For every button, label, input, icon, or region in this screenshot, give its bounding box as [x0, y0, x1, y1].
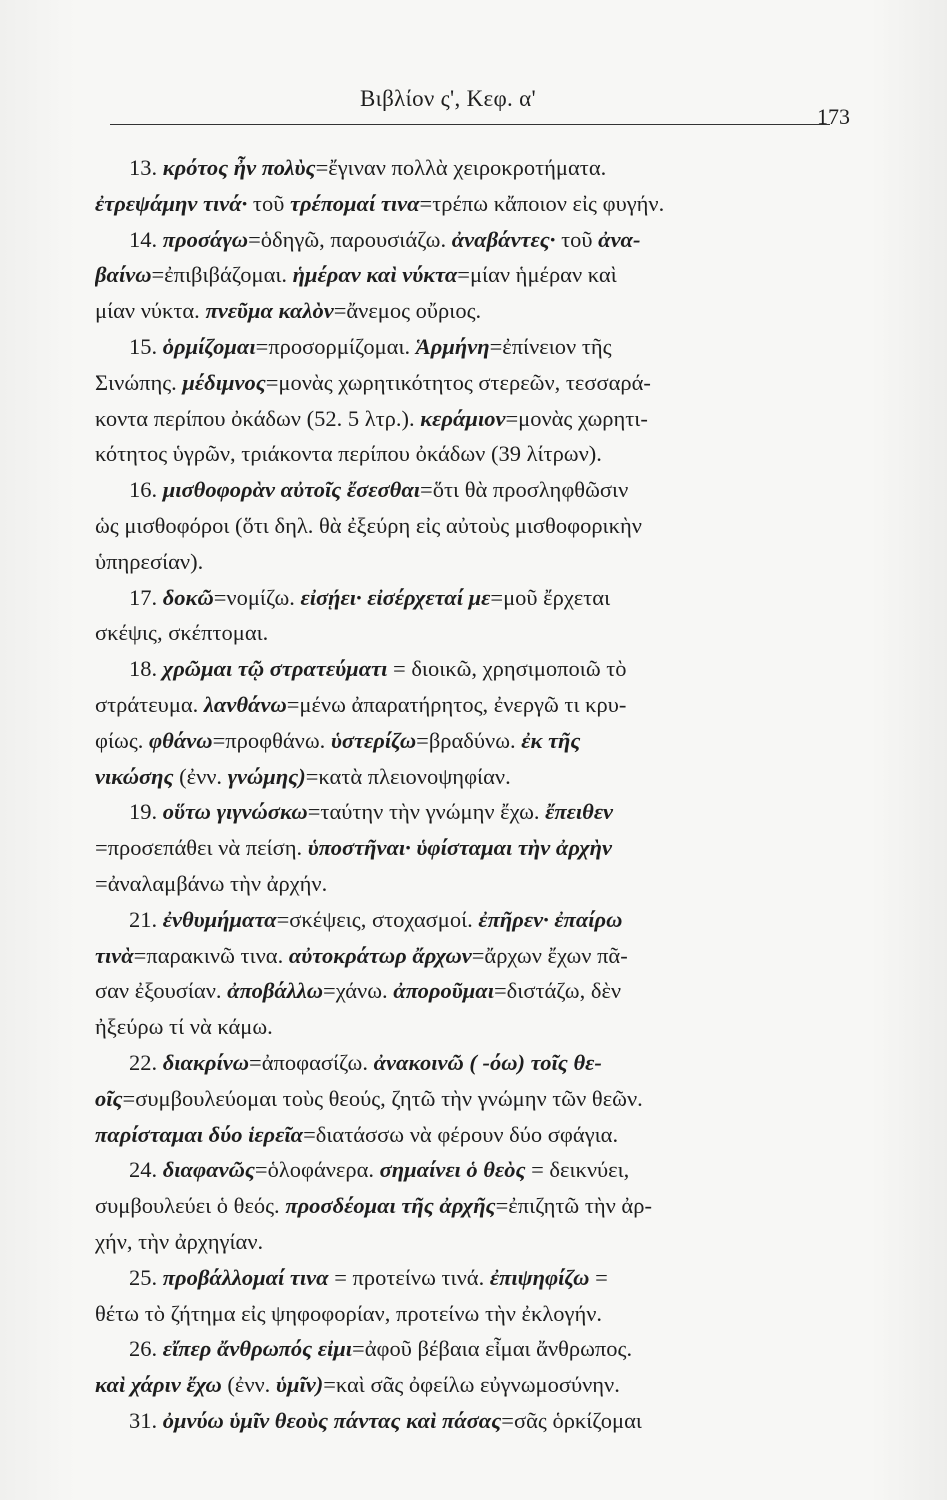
gloss-text: =ὅτι θὰ προσληφθῶσιν [420, 477, 629, 503]
headword: προβάλλομαί τινα [162, 1264, 329, 1290]
gloss-text: =μίαν ἡμέραν καὶ [457, 262, 617, 288]
gloss-text: =ἐπιζητῶ τὴν ἀρ- [495, 1193, 652, 1219]
headword: αὐτοκράτωρ ἄρχων [288, 942, 472, 968]
glossary-text [95, 150, 840, 1439]
text-line [95, 1296, 840, 1332]
text-line [95, 1260, 840, 1296]
headword: γνώμης) [227, 763, 306, 789]
headword: εἴπερ ἄνθρωπός εἰμι [162, 1336, 353, 1362]
headword: πολὺς [261, 155, 316, 180]
gloss-text: κότητος ὑγρῶν, τριάκοντα περίπου ὀκάδων (39 λίτρων). [95, 441, 602, 467]
text-line [95, 150, 840, 186]
gloss-text: Σινώπης. [95, 369, 183, 395]
headword: ἐπιψηφίζω [489, 1264, 590, 1290]
headword: ἐκ τῆς [521, 727, 581, 753]
gloss-text: =ἀποφασίζω. [249, 1049, 374, 1075]
text-line [95, 866, 840, 902]
gloss-text: 13. [129, 155, 163, 180]
page-number: 173 [817, 104, 850, 129]
text-line [95, 1009, 840, 1045]
headword: διακρίνω [162, 1049, 249, 1075]
gloss-text: 31. [129, 1407, 163, 1433]
text-line [95, 186, 840, 222]
gloss-text: =ἔγιναν πολλὰ χειροκροτήματα. [315, 155, 607, 180]
gloss-text: =μοῦ ἔρχεται [490, 584, 611, 610]
gloss-text: =ἄνεμος οὔριος. [333, 298, 482, 324]
gloss-text: ὑπηρεσίαν). [95, 548, 204, 574]
headword: μισθοφορὰν αὐτοῖς ἔσεσθαι [162, 477, 421, 503]
headword: ἐνθυμήματα [162, 906, 277, 932]
gloss-text: =διστάζω, δὲν [493, 978, 622, 1004]
headword: σημαίνει ὁ θεὸς [379, 1157, 526, 1183]
text-line [95, 436, 840, 472]
headword: ἀποβάλλω [227, 978, 324, 1004]
headword: ὀμνύω ὑμῖν θεοὺς πάντας καὶ πάσας [162, 1407, 502, 1433]
headword: ἀναβάντες· [451, 226, 556, 252]
gloss-text: φίως. [95, 727, 150, 753]
headword: λανθάνω [203, 691, 287, 717]
headword: ὑμῖν) [275, 1372, 324, 1398]
headword: ἐτρεψάμην τινά· [95, 190, 248, 216]
headword: ὁρμίζομαι [162, 333, 256, 359]
text-line [95, 651, 840, 687]
gloss-text: ἠξεύρω τί νὰ κάμω. [95, 1014, 273, 1040]
headword: τινὰ [95, 942, 134, 968]
gloss-text: 21. [129, 906, 163, 932]
gloss-text: 24. [129, 1157, 163, 1183]
gloss-text: ὡς μισθοφόροι (ὅτι δηλ. θὰ ἐξεύρη εἰς αὐτοὺς μισθοφορικὴν [95, 512, 642, 538]
gloss-text: = [589, 1264, 608, 1290]
headword: ἐπῆρεν· [478, 906, 549, 932]
headword: δοκῶ [162, 584, 214, 610]
gloss-text: =ἐπιβιβάζομαι. [151, 262, 293, 288]
text-line [95, 1403, 840, 1439]
headword: παρίσταμαι δύο ἱερεῖα [95, 1121, 304, 1147]
gloss-text: = προτείνω τινά. [328, 1264, 490, 1290]
gloss-text: = δεικνύει, [525, 1157, 630, 1183]
text-line [95, 293, 840, 329]
headword: ἐπαίρω [554, 906, 623, 932]
gloss-text: =ὁλοφάνερα. [254, 1157, 380, 1183]
text-line [95, 508, 840, 544]
gloss-text: τοῦ [247, 190, 290, 216]
gloss-text: θέτω τὸ ζήτημα εἰς ψηφοφορίαν, προτείνω τὴν ἐκλογήν. [95, 1300, 603, 1326]
headword: χρῶμαι τῷ στρατεύματι [162, 656, 388, 682]
text-line [95, 1224, 840, 1260]
gloss-text: μίαν νύκτα. [95, 298, 206, 324]
text-line [95, 1331, 840, 1367]
gloss-text: 19. [129, 799, 163, 825]
gloss-text: =χάνω. [323, 978, 394, 1004]
text-line [95, 365, 840, 401]
gloss-text: =μονὰς χωρητικότητος στερεῶν, τεσσαρά- [265, 369, 651, 395]
gloss-text: =τρέπω κἄποιον εἰς φυγήν. [419, 190, 665, 216]
gloss-text: 14. [129, 226, 163, 252]
gloss-text: =σκέψεις, στοχασμοί. [276, 906, 479, 932]
gloss-text: =βραδύνω. [416, 727, 522, 753]
text-line [95, 830, 840, 866]
headword: ὑφίσταμαι τὴν ἀρχὴν [416, 835, 613, 861]
text-line [95, 687, 840, 723]
text-line [95, 794, 840, 830]
gloss-text: =κατὰ πλειονοψηφίαν. [305, 763, 511, 789]
gloss-text: = διοικῶ, χρησιμοποιῶ τὸ [387, 656, 627, 682]
gloss-text: =ἀφοῦ βέβαια εἶμαι ἄνθρωπος. [352, 1336, 633, 1362]
gloss-text: 18. [129, 656, 163, 682]
text-line [95, 257, 840, 293]
headword: προσδέομαι τῆς ἀρχῆς [285, 1193, 496, 1219]
headword: οῖς [95, 1085, 123, 1111]
gloss-text: =παρακινῶ τινα. [133, 942, 289, 968]
gloss-text: συμβουλεύει ὁ θεός. [95, 1193, 286, 1219]
headword: νικώσης [95, 763, 174, 789]
headword: ὑποστῆναι· [307, 835, 411, 861]
text-line [95, 1188, 840, 1224]
headword: ἀποροῦμαι [393, 978, 494, 1004]
gloss-text: =μένω ἀπαρατήρητος, ἐνεργῶ τι κρυ- [286, 691, 627, 717]
gloss-text: =προφθάνω. [212, 727, 331, 753]
gloss-text: σκέψις, σκέπτομαι. [95, 620, 269, 646]
header-rule [110, 124, 830, 125]
gloss-text: 17. [129, 584, 163, 610]
gloss-text: (ἐνν. [173, 763, 228, 789]
headword: βαίνω [95, 262, 152, 288]
gloss-text: =νομίζω. [213, 584, 301, 610]
page-header [110, 86, 850, 129]
text-line [95, 401, 840, 437]
headword: τρέπομαί τινα [289, 190, 420, 216]
gloss-text: χήν, τὴν ἀρχηγίαν. [95, 1228, 264, 1254]
text-line [95, 544, 840, 580]
gloss-text: =ταύτην τὴν γνώμην ἔχω. [307, 799, 546, 825]
text-line [95, 1117, 840, 1153]
gloss-text: (ἐνν. [221, 1372, 276, 1398]
text-line [95, 1152, 840, 1188]
gloss-text: =καὶ σᾶς ὀφείλω εὐγνωμοσύνην. [323, 1372, 620, 1398]
text-line [95, 472, 840, 508]
headword: ὑστερίζω [330, 727, 417, 753]
headword: μέδιμνος [182, 369, 266, 395]
headword: προσάγω [162, 226, 249, 252]
text-line [95, 1367, 840, 1403]
text-line [95, 759, 840, 795]
text-line [95, 973, 840, 1009]
headword: καὶ χάριν ἔχω [95, 1372, 222, 1398]
headword: πνεῦμα καλὸν [205, 298, 334, 324]
text-line [95, 1081, 840, 1117]
headword: διαφανῶς [162, 1157, 255, 1183]
gloss-text: =διατάσσω νὰ φέρουν δύο σφάγια. [303, 1121, 619, 1147]
gloss-text: =μονὰς χωρητι- [505, 405, 648, 431]
text-line [95, 615, 840, 651]
gloss-text: =προσορμίζομαι. [255, 333, 416, 359]
gloss-text: =προσεπάθει νὰ πείση. [95, 835, 308, 861]
text-line [95, 222, 840, 258]
headword: ( -όω) τοῖς θε- [469, 1049, 602, 1075]
text-line [95, 1045, 840, 1081]
gloss-text: σαν ἐξουσίαν. [95, 978, 228, 1004]
gloss-text: τοῦ [555, 226, 599, 252]
gloss-text: =ὁδηγῶ, παρουσιάζω. [248, 226, 452, 252]
gloss-text: 22. [129, 1049, 163, 1075]
headword: εἰσῄει· [300, 584, 362, 610]
text-line [95, 723, 840, 759]
gloss-text: =ἀναλαμβάνω τὴν ἀρχήν. [95, 870, 328, 896]
gloss-text: =συμβουλεύομαι τοὺς θεούς, ζητῶ τὴν γνώμην τῶν θεῶν. [122, 1085, 643, 1111]
gloss-text: 16. [129, 477, 163, 503]
headword: κρότος ἦν [162, 155, 257, 180]
text-line [95, 580, 840, 616]
running-title: Βιβλίον ς', Κεφ. α' [360, 86, 536, 111]
gloss-text: 26. [129, 1336, 163, 1362]
headword: εἰσέρχεταί με [367, 584, 491, 610]
text-line [95, 902, 840, 938]
gloss-text: 25. [129, 1264, 163, 1290]
gloss-text: =σᾶς ὁρκίζομαι [501, 1407, 642, 1433]
headword: ἀνακοινῶ [373, 1049, 464, 1075]
headword: κεράμιον [420, 405, 506, 431]
gloss-text: κοντα περίπου ὀκάδων (52. 5 λτρ.). [95, 405, 421, 431]
headword: ἡμέραν καὶ νύκτα [292, 262, 458, 288]
gloss-text: =ἐπίνειον τῆς [489, 333, 612, 359]
gloss-text: 15. [129, 333, 163, 359]
gloss-text: στράτευμα. [95, 691, 204, 717]
headword: ἀνα- [598, 226, 641, 252]
headword: φθάνω [149, 727, 213, 753]
gloss-text: =ἄρχων ἔχων πᾶ- [471, 942, 628, 968]
text-line [95, 938, 840, 974]
text-line [95, 329, 840, 365]
headword: Ἁρμήνη [415, 333, 490, 359]
headword: οὕτω γιγνώσκω [162, 799, 308, 825]
headword: ἔπειθεν [545, 799, 614, 825]
